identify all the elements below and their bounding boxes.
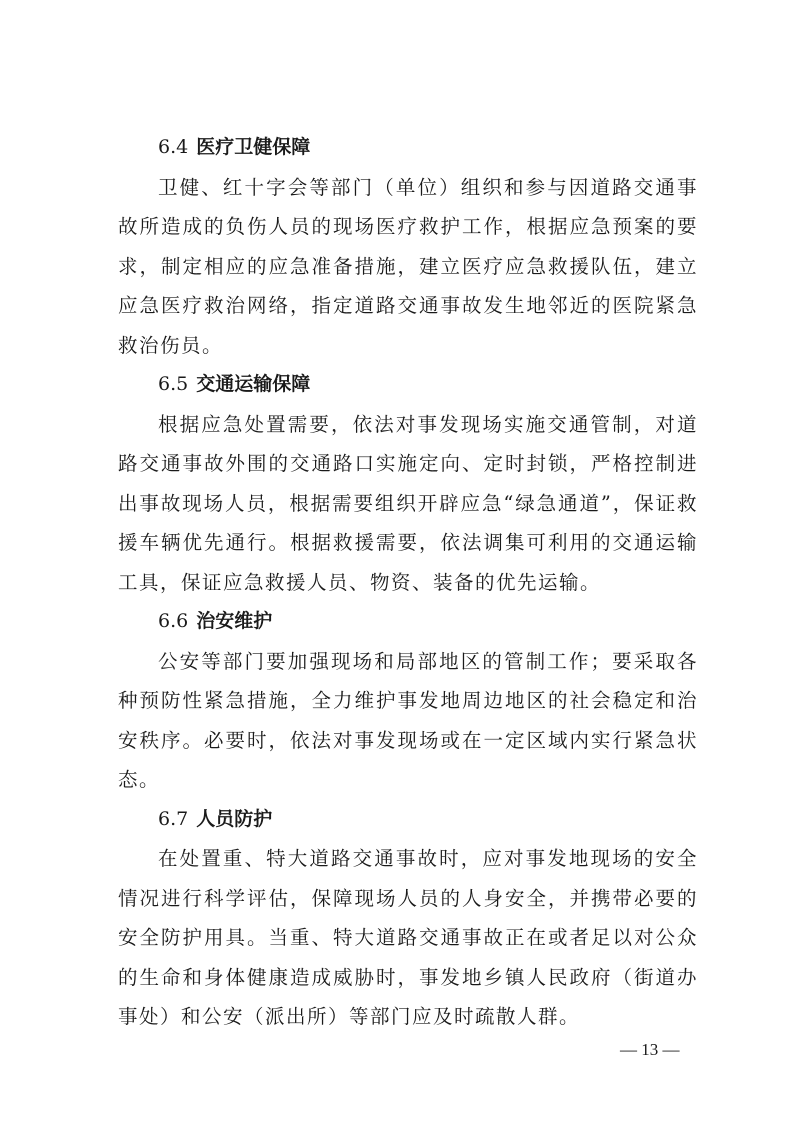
section-6-4 [118, 128, 698, 365]
document-body [118, 128, 698, 1037]
section-title: 交通运输保障 [196, 373, 311, 395]
section-paragraph: 公安等部门要加强现场和局部地区的管制工作；要采取各种预防性紧急措施，全力维护事发地周边地区的社会稳定和治安秩序。必要时，依法对事发现场或在一定区域内实行紧急状态。 [118, 649, 698, 791]
section-heading [118, 800, 698, 840]
section-paragraph: 根据应急处置需要，依法对事发现场实施交通管制，对道路交通事故外围的交通路口实施定向、定时封锁，严格控制进出事故现场人员，根据需要组织开辟应急“绿急通道”，保证救援车辆优先通行。根据救援需要，依法调集可利用的交通运输工具，保证应急救援人员、物资、装备的优先运输。 [118, 412, 698, 594]
section-title: 医疗卫健保障 [196, 136, 311, 158]
section-number: 6.7 [158, 807, 189, 830]
section-heading [118, 365, 698, 405]
section-6-7 [118, 800, 698, 1037]
section-heading [118, 602, 698, 642]
section-6-6 [118, 602, 698, 800]
page-number: — 13 — [620, 1040, 680, 1059]
section-number: 6.6 [158, 610, 189, 632]
section-6-5 [118, 365, 698, 602]
section-paragraph: 卫健、红十字会等部门（单位）组织和参与因道路交通事故所造成的负伤人员的现场医疗救护工作，根据应急预案的要求，制定相应的应急准备措施，建立医疗应急救援队伍，建立应急医疗救治网络，指定道路交通事故发生地邻近的医院紧急救治伤员。 [118, 175, 698, 357]
section-number: 6.4 [158, 136, 189, 158]
section-heading [118, 128, 698, 168]
section-number: 6.5 [158, 373, 189, 395]
section-title: 治安维护 [196, 610, 273, 632]
section-title: 人员防护 [196, 807, 273, 830]
section-paragraph: 在处置重、特大道路交通事故时，应对事发地现场的安全情况进行科学评估，保障现场人员的人身安全，并携带必要的安全防护用具。当重、特大道路交通事故正在或者足以对公众的生命和身体健康造成威胁时，事发地乡镇人民政府（街道办事处）和公安（派出所）等部门应及时疏散人群。 [118, 847, 698, 1028]
